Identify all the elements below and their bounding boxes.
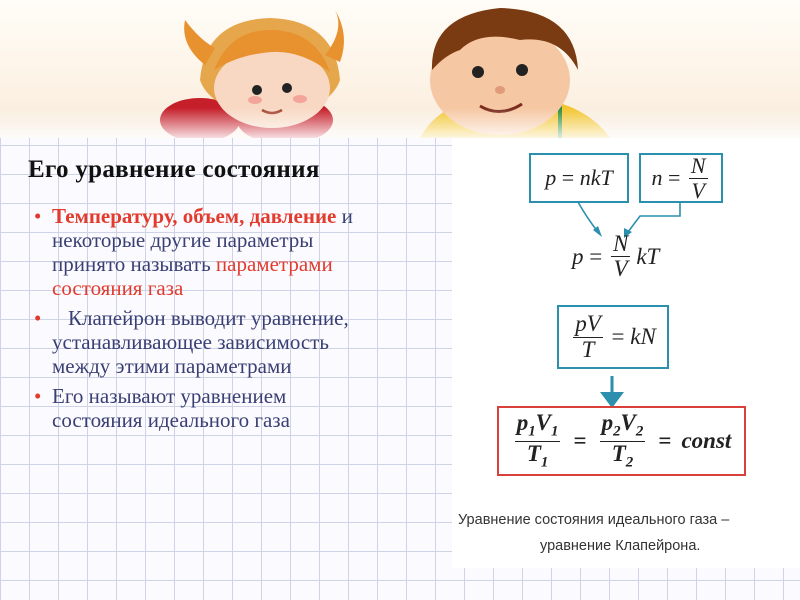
bullet-end: газа xyxy=(142,276,184,300)
formula-p: p xyxy=(545,165,557,190)
caption-line-1: Уравнение состояния идеального газа – xyxy=(458,512,730,528)
bullet-dot-icon: • xyxy=(34,306,42,330)
formula-eq: = xyxy=(658,428,672,453)
bullet-list xyxy=(34,204,362,438)
fraction xyxy=(600,411,646,471)
bullet-text: и некоторые другие параметры принято называть xyxy=(52,204,353,276)
subscript: 1 xyxy=(551,423,559,440)
subscript: 1 xyxy=(540,454,549,471)
symbol-v: V xyxy=(620,410,636,436)
formula-eq: = xyxy=(573,428,587,453)
formula-eq: = xyxy=(556,165,580,190)
slide-title: Его уравнение состояния xyxy=(28,156,320,183)
fraction-numerator: pV xyxy=(575,311,601,337)
symbol-t: T xyxy=(611,440,626,466)
subscript: 2 xyxy=(613,423,621,440)
subscript: 2 xyxy=(625,454,634,471)
bullet-text: Его называют уравнением состояния идеального газа xyxy=(52,384,290,432)
fraction-denominator: V xyxy=(691,177,705,203)
formula-n: n xyxy=(651,165,663,190)
banner-fade xyxy=(0,108,800,138)
fraction-denominator: T xyxy=(581,336,595,362)
fraction-numerator xyxy=(600,411,646,441)
symbol-p: p xyxy=(601,410,614,436)
fraction-numerator xyxy=(515,411,561,441)
header-illustration xyxy=(0,0,800,138)
formula-combined xyxy=(572,232,659,281)
bullet-highlight: Температуру, объем, давление xyxy=(52,204,337,228)
bullet-item xyxy=(34,204,362,300)
fraction-numerator: N xyxy=(690,153,706,179)
formula-tail: kT xyxy=(636,243,660,269)
fraction-denominator xyxy=(610,442,636,471)
subscript: 2 xyxy=(635,423,644,440)
fraction xyxy=(573,312,603,361)
formula-box-pv-t xyxy=(557,305,669,369)
symbol-p: p xyxy=(516,410,529,436)
formula-eq: = xyxy=(605,324,631,349)
formula-eq: = xyxy=(662,165,686,190)
bullet-item xyxy=(34,306,362,378)
formula-rhs: kN xyxy=(630,324,656,349)
caption-line-2: уравнение Клапейрона. xyxy=(540,538,701,554)
formula-p: p xyxy=(572,243,584,269)
symbol-v: V xyxy=(535,410,551,436)
formula-box-clapeyron xyxy=(497,406,746,476)
fraction xyxy=(515,411,561,471)
bullet-item xyxy=(34,384,362,432)
bullet-dot-icon: • xyxy=(34,384,42,408)
subscript: 1 xyxy=(528,423,536,440)
fraction-denominator: V xyxy=(613,256,628,282)
symbol-t: T xyxy=(526,440,541,466)
bullet-dot-icon: • xyxy=(34,204,42,228)
formula-rhs: nkT xyxy=(579,165,613,190)
bullet-highlight-2: параметрами состояния xyxy=(52,252,333,300)
fraction-numerator: N xyxy=(612,231,629,256)
fraction xyxy=(611,232,630,281)
fraction-denominator xyxy=(525,442,551,471)
formula-eq: = xyxy=(583,243,608,269)
formula-const: const xyxy=(681,428,732,453)
bullet-text: Клапейрон выводит уравнение, устанавливающее зависимость между этими параметрами xyxy=(52,306,349,378)
